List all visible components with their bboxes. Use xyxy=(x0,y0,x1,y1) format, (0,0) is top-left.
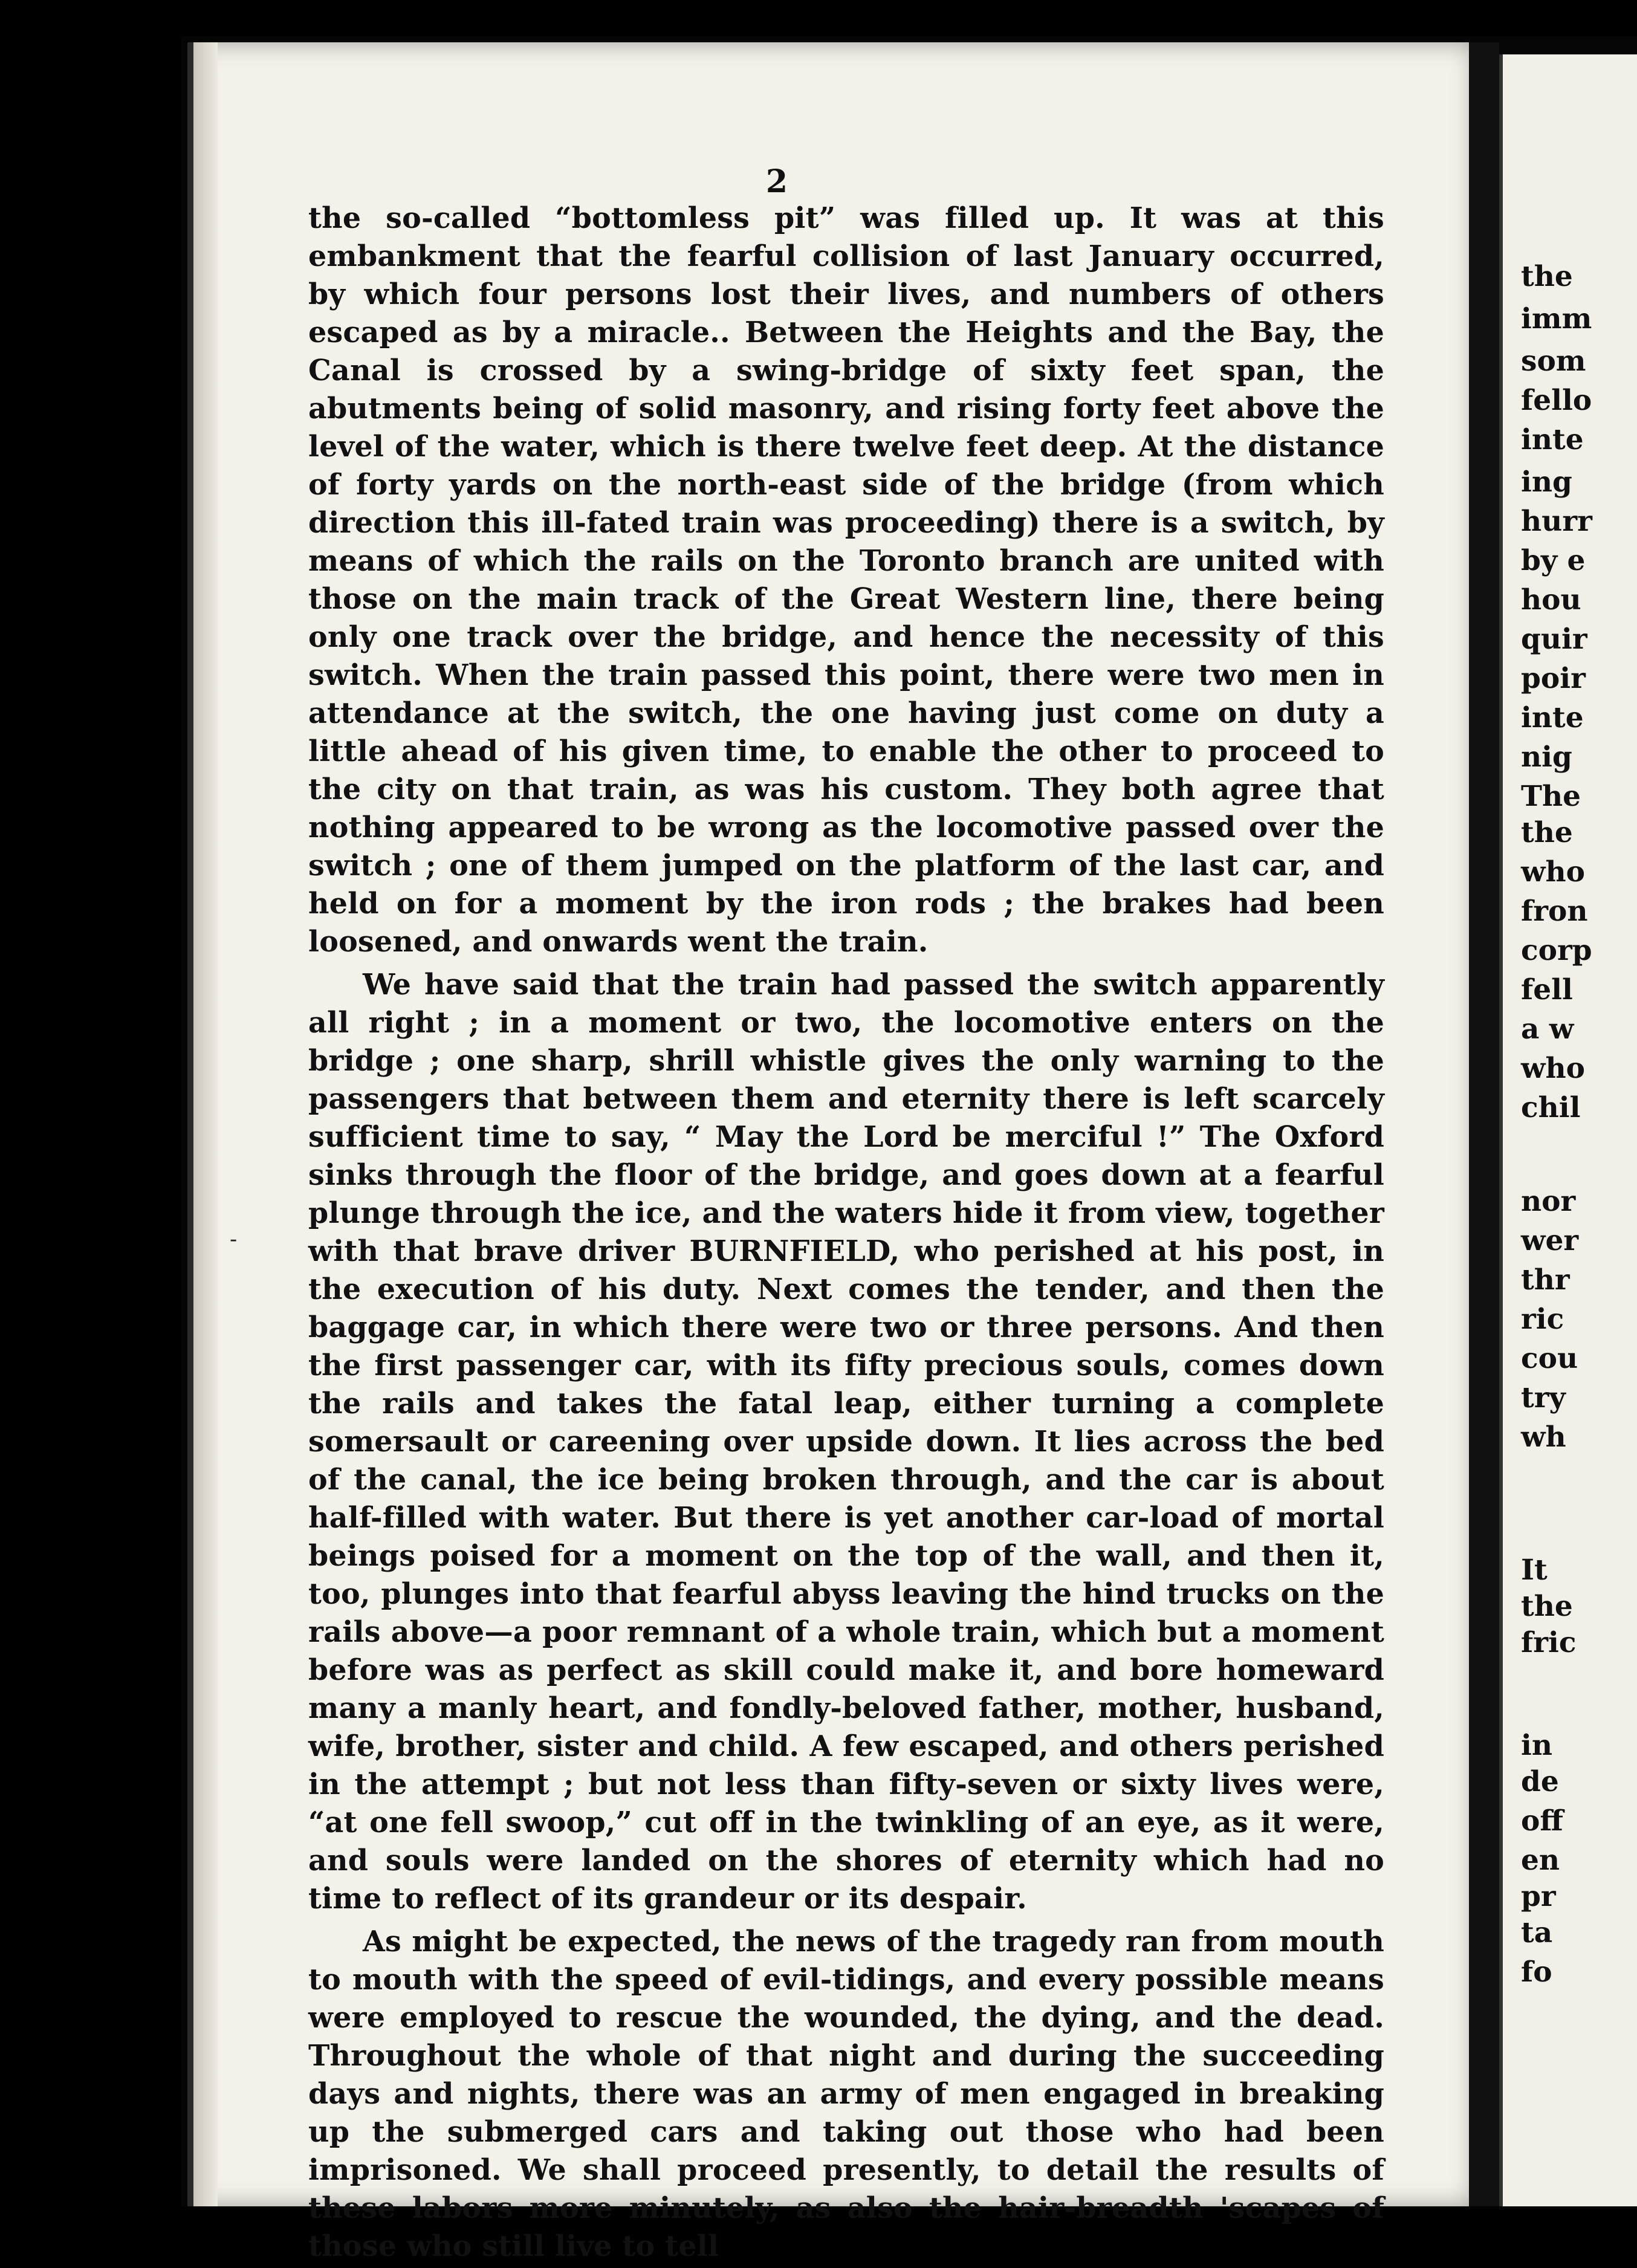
facing-page-fragment: hou xyxy=(1521,583,1581,617)
paragraph-3: As might be expected, the news of the tragedy ran from mouth to mouth with the speed of evil-tidings, and every possible means were employed to rescue the wounded, the dying, and the dead. Throughout the whole of that night and during the succeeding days and nights, there was an army of men engaged in breaking up the submerged cars and taking out those who had been imprisoned. We shall proceed presently, to detail the results of these labors more minutely, as also the hair-breadth 'scapes of those who still live to tell xyxy=(308,1925,1384,2263)
film-border-left xyxy=(0,0,181,2268)
facing-page-fragment: fron xyxy=(1521,895,1588,928)
facing-page-fragment: wer xyxy=(1521,1224,1579,1257)
facing-page-fragment: a w xyxy=(1521,1012,1574,1046)
facing-page-fragment: ric xyxy=(1521,1303,1564,1336)
margin-mark: - xyxy=(230,1227,238,1252)
facing-page-fragment: wh xyxy=(1521,1421,1566,1454)
facing-page-fragment: nig xyxy=(1521,740,1572,774)
facing-page-fragment: hurr xyxy=(1521,505,1592,538)
facing-page-fragment: en xyxy=(1521,1844,1560,1877)
facing-page-fragment: fell xyxy=(1521,973,1573,1006)
facing-page-fragment: fello xyxy=(1521,384,1592,417)
paragraph-2: We have said that the train had passed the switch apparently all right ; in a moment or two, the locomotive enters on the bridge ; one sharp, shrill whistle gives the only warning to the passengers that between them and eternity there is left scarcely sufficient time to say, “ May the Lord be merciful !” The Oxford sinks through the floor of the bridge, and goes down at a fearful plunge through the ice, and the waters hide it from view, together with that brave driver BURNFIELD, who perished at his post, in the execution of his duty. Next comes the tender, and then the baggage car, in which there were two or three persons. And then the first passenger car, with its fifty precious souls, comes down the rails and takes the fatal leap, either turning a complete somersault or careening over upside down. It lies across the bed of the canal, the ice being broken through, and the car is about half-filled with water. But there is yet another car-load of mortal beings poised for a moment on the top of the wall, and then it, too, plunges into that fearful abyss leaving the hind trucks on the rails above—a poor remnant of a whole train, which but a moment before was as perfect as skill could make it, and bore homeward many a manly heart, and fondly-beloved father, mother, husband, wife, brother, sister and child. A few escaped, and others perished in the attempt ; but not less than fifty-seven or sixty lives were, “at one fell swoop,” cut off in the twinkling of an eye, as it were, and souls were landed on the shores of eternity which had no time to reflect of its grandeur or its despair. xyxy=(308,968,1384,1916)
facing-page-fragment: the xyxy=(1521,1590,1573,1623)
page-number: 2 xyxy=(765,163,788,200)
facing-page-fragment: inte xyxy=(1521,423,1584,456)
facing-page-fragment: who xyxy=(1521,1052,1585,1085)
facing-page-fragment: fric xyxy=(1521,1626,1577,1659)
facing-page-fragment: cou xyxy=(1521,1342,1578,1375)
facing-page-fragment: inte xyxy=(1521,701,1584,734)
page-gutter xyxy=(1469,42,1499,2206)
facing-page xyxy=(1499,54,1637,2206)
facing-page-fragment: who xyxy=(1521,855,1585,889)
facing-page-fragment: de xyxy=(1521,1765,1559,1798)
facing-page-fragment: fo xyxy=(1521,1955,1552,1989)
paragraph-1: the so-called “bottomless pit” was filled up. It was at this embankment that the fearful collision of last January occurred, by which four persons lost their lives, and numbers of others escaped as by a miracle.. Between the Heights and the Bay, the Canal is crossed by a swing-bridge of sixty feet span, the abutments being of solid masonry, and rising forty feet above the level of the water, which is there twelve feet deep. At the distance of forty yards on the north-east side of the bridge (from which direction this ill-fated train was proceeding) there is a switch, by means of which the rails on the Toronto branch are united with those on the main track of the Great Western line, there being only one track over the bridge, and hence the necessity of this switch. When the train passed this point, there were two men in attendance at the switch, the one having just come on duty a little ahead of his given time, to enable the other to proceed to the city on that train, as was his custom. They both agree that nothing appeared to be wrong as the locomotive passed over the switch ; one of them jumped on the platform of the last car, and held on for a moment by the iron rods ; the brakes had been loosened, and onwards went the train. xyxy=(308,201,1384,959)
facing-page-fragment: pr xyxy=(1521,1880,1556,1913)
facing-page-fragment: corp xyxy=(1521,934,1592,967)
facing-page-fragment: It xyxy=(1521,1554,1548,1587)
page-body xyxy=(308,163,1384,2266)
facing-page-fragment: the xyxy=(1521,816,1573,849)
facing-page-fragment: off xyxy=(1521,1804,1563,1838)
document-page xyxy=(187,42,1475,2263)
facing-page-fragment: som xyxy=(1521,345,1586,378)
facing-page-fragment: imm xyxy=(1521,302,1592,335)
facing-page-fragment: in xyxy=(1521,1729,1553,1762)
facing-page-fragment: the xyxy=(1521,260,1573,293)
facing-page-fragment: nor xyxy=(1521,1185,1576,1218)
facing-page-fragment: try xyxy=(1521,1381,1566,1414)
facing-page-fragment: ing xyxy=(1521,465,1572,499)
facing-page-fragment: ta xyxy=(1521,1916,1553,1949)
facing-page-fragment: by e xyxy=(1521,544,1586,577)
facing-page-fragment: chil xyxy=(1521,1091,1581,1124)
facing-page-fragment: The xyxy=(1521,780,1581,813)
facing-page-fragment: thr xyxy=(1521,1263,1570,1297)
facing-page-fragment: quir xyxy=(1521,623,1587,656)
film-border-top xyxy=(0,0,1637,36)
facing-page-fragment: poir xyxy=(1521,662,1586,695)
